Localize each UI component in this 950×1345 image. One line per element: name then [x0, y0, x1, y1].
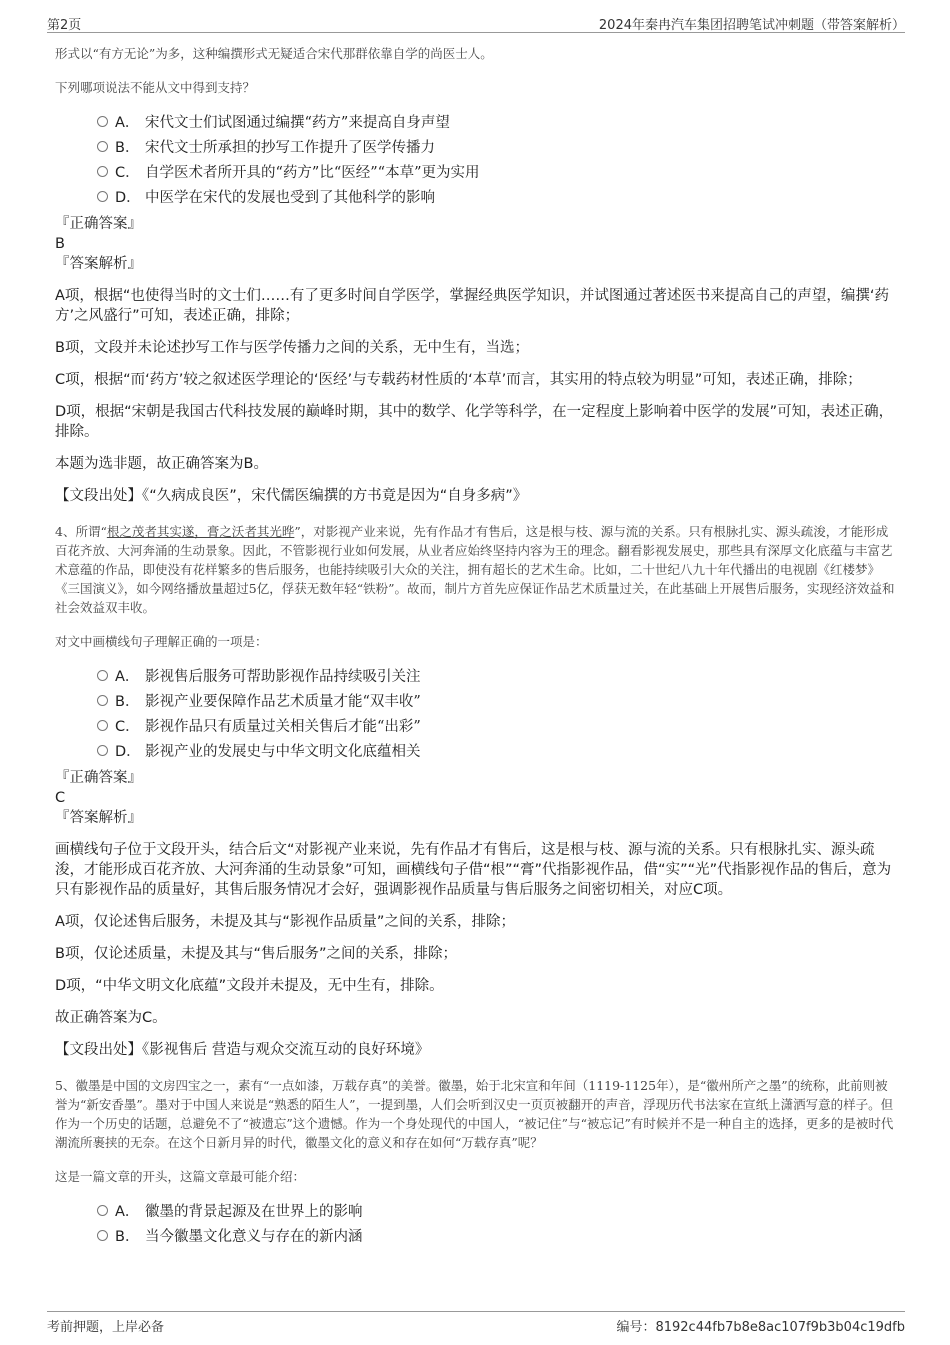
- radio-icon[interactable]: [97, 141, 108, 152]
- question-4: [55, 522, 895, 1060]
- option-d[interactable]: D． 影视产业的发展史与中华文明文化底蕴相关: [55, 738, 895, 763]
- source-citation: 【文段出处】《“久病成良医”，宋代儒医编撰的方书竟是因为“自身多病”》: [55, 488, 528, 504]
- question-prompt: 对文中画横线句子理解正确的一项是：: [55, 634, 268, 649]
- question-passage: 5、徽墨是中国的文房四宝之一，素有“一点如漆，万载存真”的美誉。徽墨，始于北宋宣和年间（1119-1125年），是“徽州所产之墨”的统称，此前则被誉为“新安香墨”。墨对于中国人来说是“熟悉的陌生人”，一提到墨，人们会听到汉史一页页被翻开的声音，浮现历代书法家在宣纸上潇洒写意的样子。但作为一个历史的话题，总避免不了“被遗忘”这个遗憾。作为一个身处现代的中国人，“被记住”与“被忘记”有时候并不是一种自主的选择，更多的是被时代潮流所裹挟的无奈。在这个日新月异的时代，徽墨文化的意义和存在如何“万载存真”呢？: [55, 1078, 894, 1150]
- option-list: [55, 663, 895, 763]
- question-3: [55, 44, 895, 506]
- answer-value: C: [55, 790, 66, 806]
- analysis-paragraph: 画横线句子位于文段开头，结合后文“对影视产业来说，先有作品才有售后，这是根与枝、源与流的关系。只有根脉扎实、源头疏浚，才能形成百花齐放、大河奔涌的生动景象”可知，画横线句子借“根”“膏”代指影视作品，借“实”“光”代指影视作品的售后，意为只有影视作品的质量好，其售后服务情况才会好，强调影视作品质量与售后服务之间密切相关，对应C项。: [55, 842, 892, 898]
- radio-icon[interactable]: [97, 1205, 108, 1216]
- page-footer: [47, 1311, 905, 1336]
- question-prompt: 下列哪项说法不能从文中得到支持？: [55, 80, 256, 95]
- option-b[interactable]: B． 当今徽墨文化意义与存在的新内涵: [55, 1223, 895, 1248]
- radio-icon[interactable]: [97, 745, 108, 756]
- analysis-conclusion: 故正确答案为C。: [55, 1010, 167, 1026]
- analysis-paragraph: A项，根据“也使得当时的文士们……有了更多时间自学医学，掌握经典医学知识，并试图通过著述医书来提高自己的声望，编撰‘药方’之风盛行”可知，表述正确，排除；: [55, 288, 890, 324]
- analysis-paragraph: B项，文段并未论述抄写工作与医学传播力之间的关系，无中生有，当选；: [55, 340, 529, 356]
- radio-icon[interactable]: [97, 695, 108, 706]
- analysis-paragraph: C项，根据“而‘药方’较之叙述医学理论的‘医经’与专载药材性质的‘本草’而言，其实用的特点较为明显”可知，表述正确，排除；: [55, 372, 862, 388]
- radio-icon[interactable]: [97, 191, 108, 202]
- option-b[interactable]: B． 影视产业要保障作品艺术质量才能“双丰收”: [55, 688, 895, 713]
- analysis-paragraph: B项，仅论述质量，未提及其与“售后服务”之间的关系，排除；: [55, 946, 457, 962]
- document-id: 编号：8192c44fb7b8e8ac107f9b3b04c19dfb: [616, 1320, 905, 1335]
- underlined-sentence: 根之茂者其实遂，膏之沃者其光晔: [106, 524, 295, 539]
- document-body: [55, 44, 895, 1248]
- answer-label: 『正确答案』: [55, 216, 142, 232]
- answer-value: B: [55, 236, 65, 252]
- question-5: [55, 1076, 895, 1248]
- analysis-paragraph: A项，仅论述售后服务，未提及其与“影视作品质量”之间的关系，排除；: [55, 914, 515, 930]
- footer-slogan: 考前押题，上岸必备: [47, 1320, 165, 1335]
- page-header: [47, 12, 905, 33]
- option-d[interactable]: D． 中医学在宋代的发展也受到了其他科学的影响: [55, 184, 895, 209]
- question-prompt: 这是一篇文章的开头，这篇文章最可能介绍：: [55, 1169, 306, 1184]
- radio-icon[interactable]: [97, 166, 108, 177]
- option-c[interactable]: C． 自学医术者所开具的“药方”比“医经”“本草”更为实用: [55, 159, 895, 184]
- passage-tail: 形式以“有方无论”为多，这种编撰形式无疑适合宋代那群依靠自学的尚医士人。: [55, 46, 493, 61]
- page-number: 第2页: [47, 18, 82, 33]
- option-list: [55, 1198, 895, 1248]
- analysis-label: 『答案解析』: [55, 256, 142, 272]
- question-passage: 4、所谓“根之茂者其实遂，膏之沃者其光晔”，对影视产业来说，先有作品才有售后，这是根与枝、源与流的关系。只有根脉扎实、源头疏浚，才能形成百花齐放、大河奔涌的生动景象。因此，不管影视行业如何发展，从业者应始终坚持内容为王的理念。翻看影视发展史，那些具有深厚文化底蕴与丰富艺术意蕴的作品，即使没有花样繁多的售后服务，也能持续吸引大众的关注，拥有超长的艺术生命。比如，二十世纪八九十年代播出的电视剧《红楼梦》《三国演义》，如今网络播放量超过5亿，俘获无数年轻“铁粉”。故而，制片方首先应保证作品艺术质量过关，在此基础上开展售后服务，实现经济效益和社会效益双丰收。: [55, 524, 895, 615]
- option-a[interactable]: A． 徽墨的背景起源及在世界上的影响: [55, 1198, 895, 1223]
- option-c[interactable]: C． 影视作品只有质量过关相关售后才能“出彩”: [55, 713, 895, 738]
- analysis-conclusion: 本题为选非题，故正确答案为B。: [55, 456, 268, 472]
- option-b[interactable]: B． 宋代文士所承担的抄写工作提升了医学传播力: [55, 134, 895, 159]
- option-list: [55, 109, 895, 209]
- analysis-label: 『答案解析』: [55, 810, 142, 826]
- radio-icon[interactable]: [97, 670, 108, 681]
- option-a[interactable]: A． 宋代文士们试图通过编撰“药方”来提高自身声望: [55, 109, 895, 134]
- analysis-paragraph: D项，根据“宋朝是我国古代科技发展的巅峰时期，其中的数学、化学等科学，在一定程度上影响着中医学的发展”可知，表述正确，排除。: [55, 404, 894, 440]
- radio-icon[interactable]: [97, 116, 108, 127]
- option-a[interactable]: A． 影视售后服务可帮助影视作品持续吸引关注: [55, 663, 895, 688]
- analysis-paragraph: D项，“中华文明文化底蕴”文段并未提及，无中生有，排除。: [55, 978, 444, 994]
- radio-icon[interactable]: [97, 1230, 108, 1241]
- answer-label: 『正确答案』: [55, 770, 142, 786]
- source-citation: 【文段出处】《影视售后 营造与观众交流互动的良好环境》: [55, 1042, 430, 1058]
- radio-icon[interactable]: [97, 720, 108, 731]
- document-title: 2024年秦冉汽车集团招聘笔试冲刺题（带答案解析）: [598, 18, 905, 33]
